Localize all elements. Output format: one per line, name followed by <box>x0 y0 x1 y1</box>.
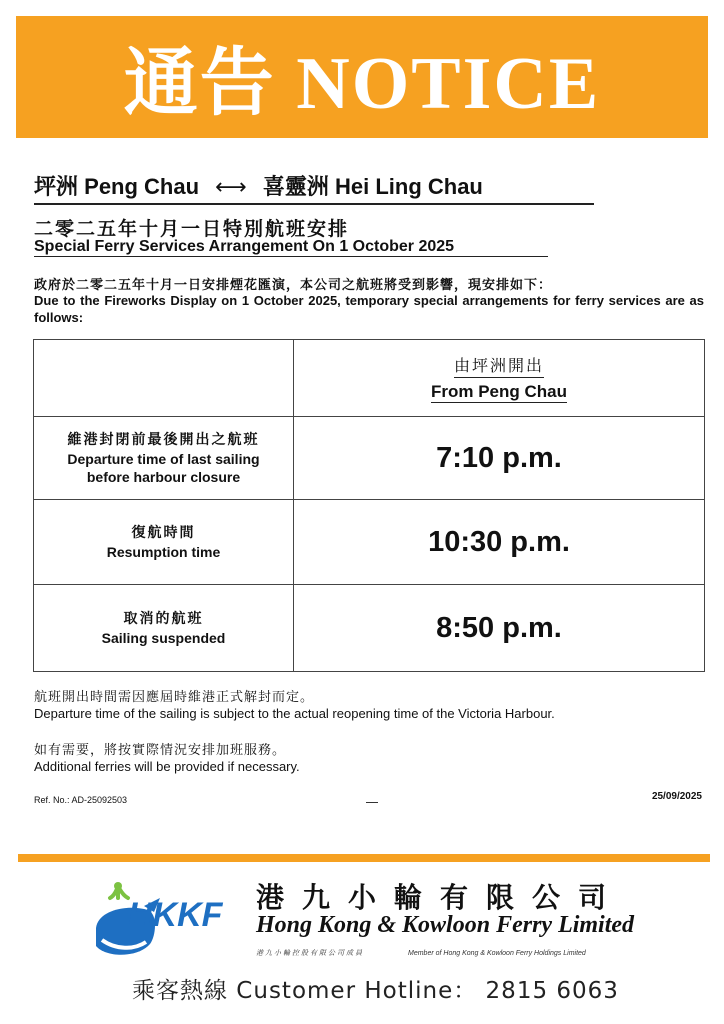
member-line <box>256 948 586 958</box>
reference-number: Ref. No.: AD-25092503 <box>34 795 128 805</box>
customer-hotline: 乘客熱線 Customer Hotline： 2815 6063 <box>132 978 619 1004</box>
table-row <box>34 417 705 500</box>
arrangement-title-en: Special Ferry Services Arrangement On 1 October 2025 <box>34 238 548 257</box>
company-name-zh: 港九小輪有限公司 <box>256 881 625 914</box>
row-time-cell <box>294 417 705 500</box>
schedule-table <box>33 339 705 672</box>
row-label-zh: 復航時間 <box>131 524 196 541</box>
logo-text: HKKF <box>128 896 223 934</box>
company-name-en: Hong Kong & Kowloon Ferry Limited <box>256 912 635 938</box>
divider-dash <box>366 802 378 803</box>
route-from-en: Peng Chau <box>84 174 200 199</box>
note-2-zh: 如有需要，將按實際情況安排加班服務。 <box>34 743 287 758</box>
note-1-zh: 航班開出時間需因應屆時維港正式解封而定。 <box>34 690 315 705</box>
table-header-row <box>34 340 705 417</box>
row-label-zh: 取消的航班 <box>123 610 204 627</box>
row-label-en: Sailing suspended <box>101 629 226 646</box>
row-time: 7:10 p.m. <box>436 441 562 474</box>
header-zh: 由坪洲開出 <box>454 353 544 378</box>
header-en: From Peng Chau <box>430 382 567 401</box>
row-label-cell <box>34 500 294 585</box>
intro-text-en: Due to the Fireworks Display on 1 October 2025, temporary special arrangements for ferry services are as follows: <box>34 293 704 325</box>
member-text-zh: 港九小輪控股有限公司成員 <box>256 950 364 957</box>
notice-banner <box>16 16 708 138</box>
whale-logo-icon <box>88 880 238 960</box>
route-from-zh: 坪洲 <box>34 174 79 199</box>
row-label-en: Departure time of last sailing <box>67 450 260 467</box>
row-label-cell <box>34 417 294 500</box>
row-label-cell <box>34 585 294 672</box>
row-label-zh: 維港封閉前最後開出之航班 <box>67 431 260 448</box>
row-time: 8:50 p.m. <box>436 611 562 644</box>
row-time: 10:30 p.m. <box>428 525 570 558</box>
note-1-en: Departure time of the sailing is subject to the actual reopening time of the Victoria Harbour. <box>34 706 555 721</box>
note-2-en: Additional ferries will be provided if necessary. <box>34 759 300 774</box>
double-arrow-icon: ⟷ <box>215 174 247 199</box>
route-to-zh: 喜靈洲 <box>262 174 329 199</box>
notice-title: 通告 NOTICE <box>123 43 601 125</box>
notice-date: 25/09/2025 <box>651 791 702 802</box>
footer-divider <box>18 854 710 862</box>
route-heading <box>34 170 594 205</box>
table-row <box>34 585 705 672</box>
intro-text-zh: 政府於二零二五年十月一日安排煙花匯演，本公司之航班將受到影響，現安排如下： <box>34 278 553 293</box>
row-time-cell <box>294 500 705 585</box>
table-row <box>34 500 705 585</box>
header-cell <box>294 340 705 417</box>
row-label-en-2: before harbour closure <box>86 468 241 485</box>
arrangement-title-zh: 二零二五年十月一日特別航班安排 <box>34 218 350 240</box>
empty-header-cell <box>34 340 294 417</box>
row-time-cell <box>294 585 705 672</box>
route-to-en: Hei Ling Chau <box>334 174 483 199</box>
row-label-en: Resumption time <box>106 543 221 560</box>
member-text-en: Member of Hong Kong & Kowloon Ferry Holdings Limited <box>408 950 586 957</box>
